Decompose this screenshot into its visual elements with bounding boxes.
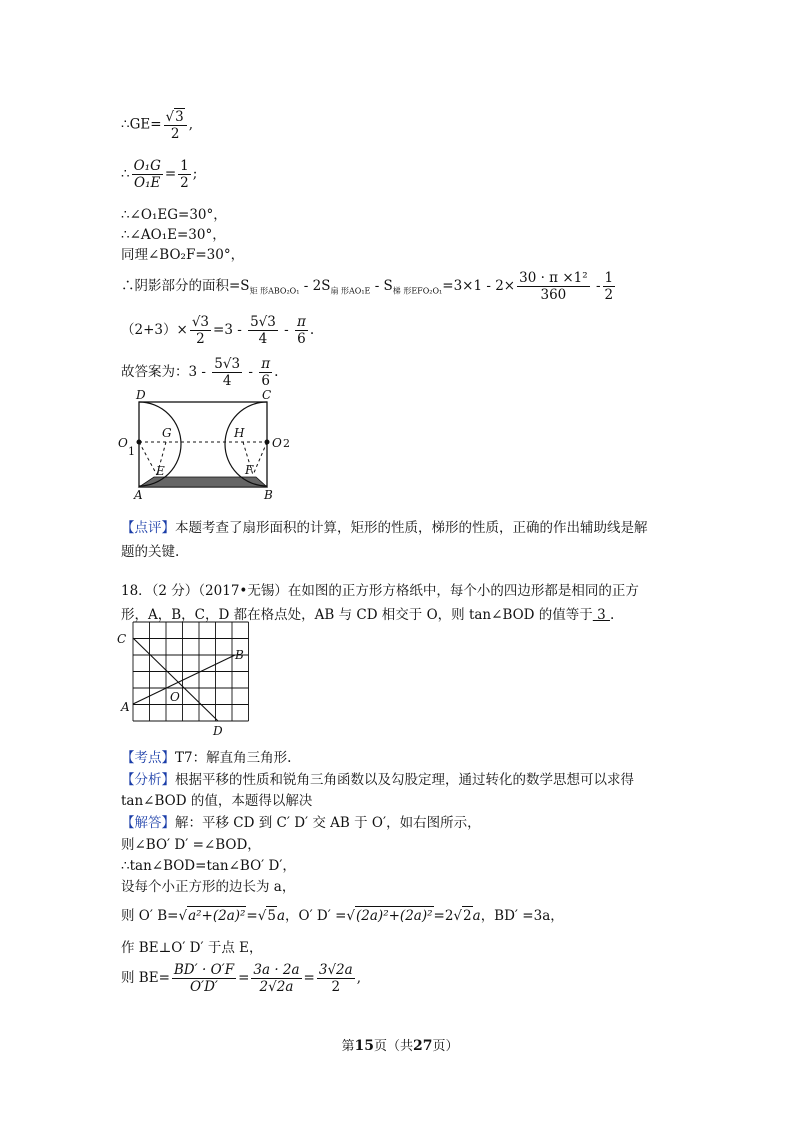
sol17-line-angle1: ∴∠O₁EG=30°，: [121, 207, 227, 223]
q18-line1: 18．（2 分）（2017•无锡）在如图的正方形方格纸中，每个小的四边形都是相同的正方: [121, 583, 639, 599]
fenxi-line2: tan∠BOD 的值，本题得以解决: [121, 793, 313, 809]
jieda-line: 【解答】解：平移 CD 到 C′ D′ 交 AB 于 O′，如右图所示，: [121, 815, 481, 831]
sol18-step4: 则 O′ B=√a²+(2a)²=√5a，O′ D′ =√(2a)²+(2a)²=2√2a，BD′ =3a，: [121, 908, 564, 924]
label-c: C: [262, 388, 272, 402]
segment-ab: [133, 655, 235, 704]
q18-answer: 3: [592, 607, 610, 623]
sol17-line-ge: ∴GE= $\frac{√3}{2}$ ,: [121, 109, 194, 142]
sol18-step2: ∴tan∠BOD=tan∠BO′ D′，: [121, 858, 296, 874]
label-o1-sub: 1: [128, 445, 135, 458]
kaodian-tag: 【考点】: [121, 750, 175, 766]
sol18-step5: 作 BE⊥O′ D′ 于点 E，: [121, 940, 263, 956]
label-d: D: [213, 724, 223, 738]
label-a: A: [134, 488, 143, 502]
review-tag: 【点评】: [121, 520, 175, 536]
jieda-tag: 【解答】: [121, 815, 175, 831]
review-line2: 题的关键.: [121, 544, 180, 560]
point-o1: [137, 440, 142, 445]
sol17-line-angle3: 同理∠BO₂F=30°，: [121, 247, 245, 263]
sol17-line-ratio: ∴ $\frac{\text{O₁G}}{\text{O₁E}}$ = $\frac{1}{2}$ ;: [121, 158, 198, 191]
figure-grid: [115, 615, 255, 740]
label-a: A: [121, 700, 130, 714]
segment-cd: [133, 638, 218, 721]
label-o2: O: [272, 436, 282, 450]
sol18-step3: 设每个小正方形的边长为 a，: [121, 879, 296, 895]
label-o2-sub: 2: [283, 437, 290, 450]
label-o: O: [170, 690, 180, 704]
kaodian-line: 【考点】T7：解直角三角形.: [121, 750, 292, 766]
q18-line2: 形，A，B，C，D 都在格点处，AB 与 CD 相交于 O，则 tan∠BOD 的值等于 3 .: [121, 607, 615, 623]
label-g: G: [162, 426, 172, 440]
sol17-line-area-cont: （2+3）× $\frac{√3}{2}$ =3 - $\frac{5√3}{4}$ - $\frac{\pi}{6}$ .: [121, 314, 315, 347]
fenxi-tag: 【分析】: [121, 772, 175, 788]
page-footer: 第15页（共27页）: [341, 1038, 459, 1054]
sol18-step6: 则 BE= $\frac{BD' \cdot O'F}{O'D'}$ = $\frac{3a \cdot 2a}{2√2a}$ = $\frac{3√2a}{2}$ ,: [121, 962, 361, 995]
label-b: B: [264, 488, 273, 502]
label-e: E: [156, 464, 165, 478]
fenxi-line1: 【分析】根据平移的性质和锐角三角函数以及勾股定理，通过转化的数学思想可以求得: [121, 772, 634, 788]
sol18-step1: 则∠BO′ D′ =∠BOD，: [121, 837, 261, 853]
sol17-line-angle2: ∴∠AO₁E=30°，: [121, 227, 226, 243]
review-line1: 【点评】本题考查了扇形面积的计算，矩形的性质，梯形的性质，正确的作出辅助线是解: [121, 520, 648, 536]
current-page: 15: [354, 1038, 374, 1054]
label-d: D: [136, 388, 146, 402]
sol17-answer: 故答案为：3 - $\frac{5√3}{4}$ - $\frac{\pi}{6}$ .: [121, 356, 279, 389]
label-o1: O: [118, 436, 128, 450]
label-c: C: [117, 632, 127, 646]
sol17-line-area: ∴阴影部分的面积$=S_{矩 形ABO_2O_1} - 2S_{扇 形AO_1E} - S_{梯 形EFO_2O_1}=3\times 1 - 2\times$ $\frac{\text{30 · π ×1²}}{360}$ - $\frac{1}{2}$: [121, 270, 614, 303]
dashed-o1e: [139, 442, 157, 475]
point-o2: [265, 440, 270, 445]
label-f: F: [245, 463, 254, 477]
label-h: H: [234, 426, 245, 440]
total-pages: 27: [413, 1038, 433, 1054]
dashed-o2f: [253, 442, 267, 475]
figure-rectangle-semicircles: [112, 385, 302, 503]
label-b: B: [235, 648, 244, 662]
grid-lines: [133, 622, 249, 721]
